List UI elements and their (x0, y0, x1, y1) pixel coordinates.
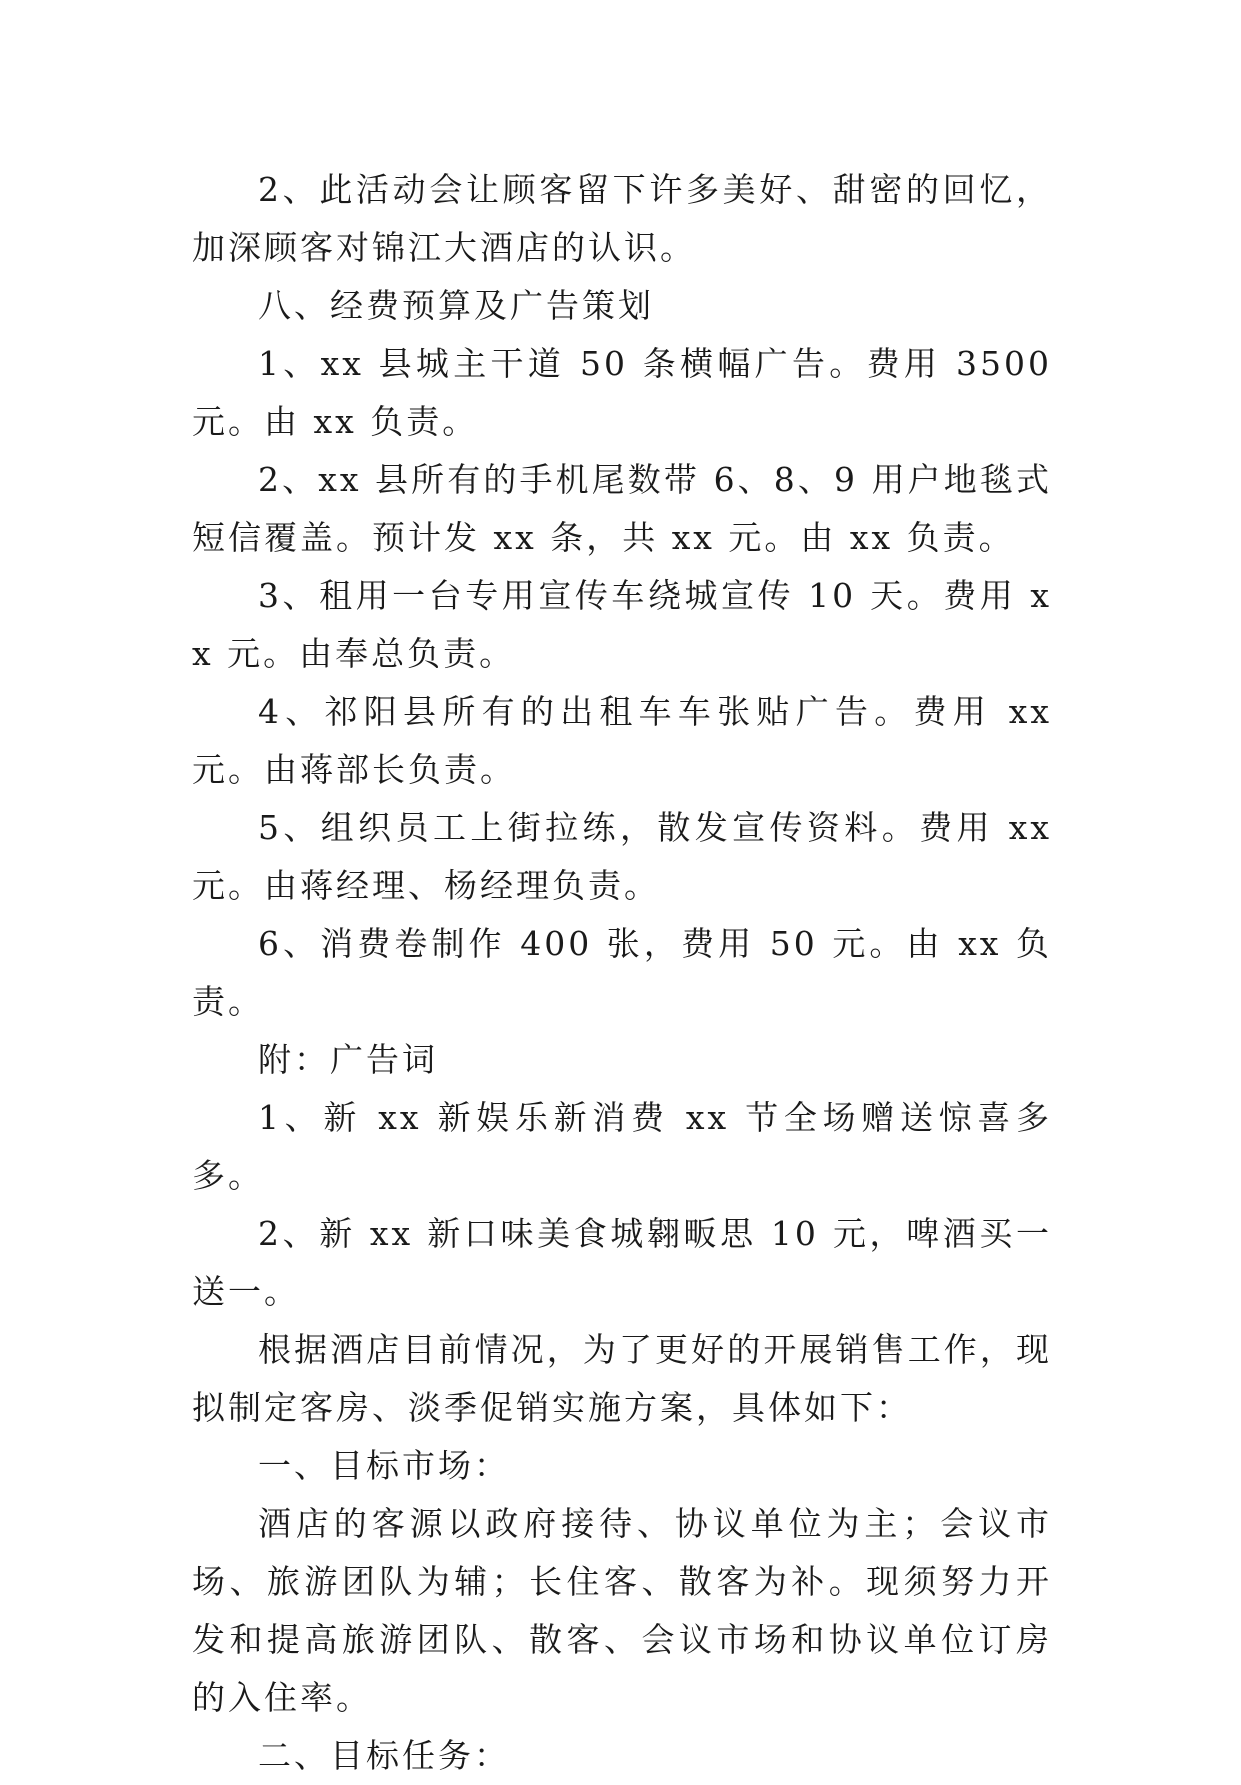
paragraph: 2、xx 县所有的手机尾数带 6、8、9 用户地毯式短信覆盖。预计发 xx 条，共 xx 元。由 xx 负责。 (192, 460, 1052, 557)
paragraph: 酒店的客源以政府接待、协议单位为主；会议市场、旅游团队为辅；长住客、散客为补。现须努力开发和提高旅游团队、散客、会议市场和协议单位订房的入住率。 (192, 1504, 1052, 1717)
section-heading: 附：广告词 (258, 1040, 438, 1079)
paragraph: 6、消费卷制作 400 张，费用 50 元。由 xx 负责。 (192, 924, 1052, 1021)
paragraph: 根据酒店目前情况，为了更好的开展销售工作，现拟制定客房、淡季促销实施方案，具体如下： (192, 1330, 1052, 1427)
paragraph: 3、租用一台专用宣传车绕城宣传 10 天。费用 xx 元。由奉总负责。 (192, 576, 1052, 673)
paragraph: 4、祁阳县所有的出租车车张贴广告。费用 xx 元。由蒋部长负责。 (192, 692, 1052, 789)
paragraph: 2、此活动会让顾客留下许多美好、甜密的回忆，加深顾客对锦江大酒店的认识。 (192, 170, 1052, 267)
section-heading: 一、目标市场： (258, 1446, 510, 1485)
paragraph: 2、新 xx 新口味美食城翱畈思 10 元，啤酒买一送一。 (192, 1214, 1052, 1311)
paragraph: 1、新 xx 新娱乐新消费 xx 节全场赠送惊喜多多。 (192, 1098, 1052, 1195)
section-heading: 二、目标任务： (258, 1736, 510, 1775)
section-heading: 八、经费预算及广告策划 (258, 286, 654, 325)
paragraph: 1、xx 县城主干道 50 条横幅广告。费用 3500 元。由 xx 负责。 (192, 344, 1052, 441)
paragraph: 5、组织员工上街拉练，散发宣传资料。费用 xx 元。由蒋经理、杨经理负责。 (192, 808, 1052, 905)
document-body (192, 161, 1052, 1785)
